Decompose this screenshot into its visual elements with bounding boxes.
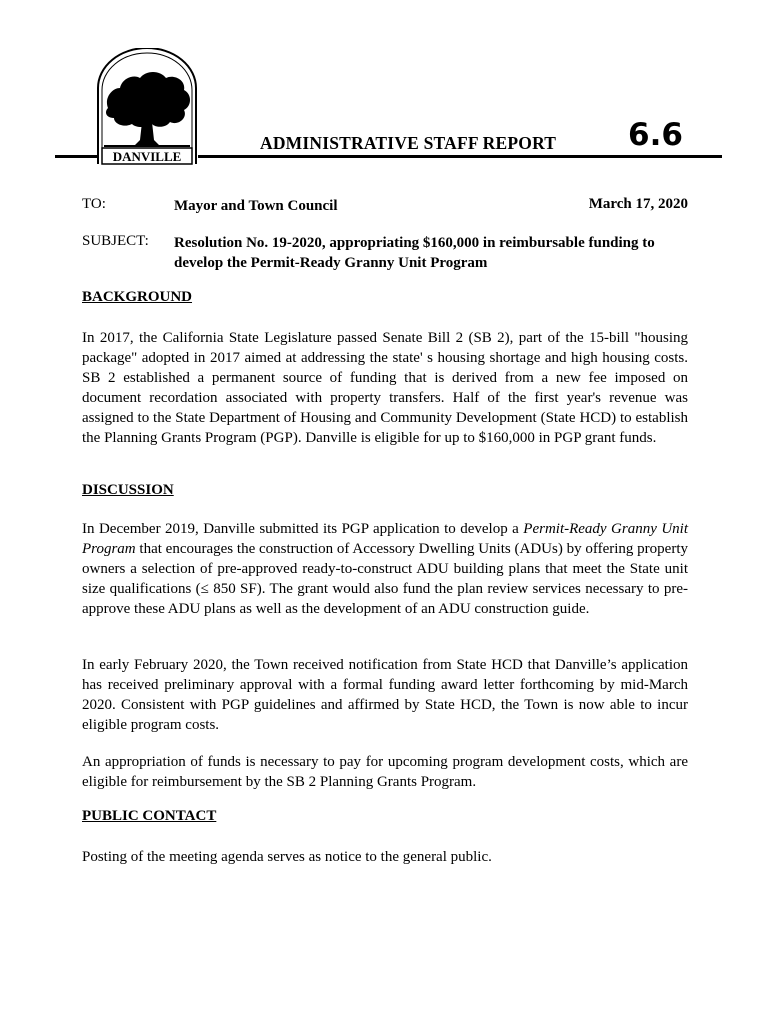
discussion-p1-before: In December 2019, Danville submitted its PGP application to develop a	[82, 521, 524, 537]
memo-to-row	[82, 196, 688, 216]
to-value: Mayor and Town Council	[174, 198, 338, 214]
header-rule-left	[55, 155, 97, 158]
agenda-item-number: 6.6	[628, 117, 683, 153]
report-title: ADMINISTRATIVE STAFF REPORT	[260, 133, 557, 153]
report-date: March 17, 2020	[588, 196, 688, 212]
discussion-paragraph-2: In early February 2020, the Town received notification from State HCD that Danville’s application has received preliminary approval with a formal funding award letter forthcoming by mid-March 2020. Consistent with PGP guidelines and affirmed by State HCD, the Town is now able to incur eligible program costs.	[82, 657, 688, 733]
public-contact-heading: PUBLIC CONTACT	[82, 808, 217, 824]
discussion-p1-after: that encourages the construction of Accessory Dwelling Units (ADUs) by offering property owners a selection of pre-approved ready-to-construct ADU building plans that meet the State unit size qualifications (≤ 850 SF). The grant would also fund the plan review services necessary to pre-approve these ADU plans as well as the development of an ADU construction guide.	[82, 541, 688, 617]
program-name-italic: Permit-Ready Granny Unit Program	[82, 521, 688, 557]
subject-value: Resolution No. 19-2020, appropriating $160,000 in reimbursable funding to develop the Permit-Ready Granny Unit Program	[174, 235, 655, 271]
discussion-paragraph-3: An appropriation of funds is necessary to pay for upcoming program development costs, which are eligible for reimbursement by the SB 2 Planning Grants Program.	[82, 754, 688, 790]
background-heading: BACKGROUND	[82, 289, 193, 305]
danville-logo	[96, 48, 198, 166]
discussion-paragraph-1	[82, 519, 688, 619]
header-rule-right	[198, 155, 722, 158]
discussion-heading: DISCUSSION	[82, 482, 174, 498]
public-contact-paragraph: Posting of the meeting agenda serves as notice to the general public.	[82, 849, 492, 865]
memo-subject-row	[82, 233, 688, 273]
svg-text:DANVILLE: DANVILLE	[112, 149, 182, 164]
background-paragraph: In 2017, the California State Legislature passed Senate Bill 2 (SB 2), part of the 15-bill "housing package" adopted in 2017 aimed at addressing the state' s housing shortage and high housing costs. SB 2 established a permanent source of funding that is derived from a new fee imposed on document recordation associated with property transfers. Half of the first year's revenue was assigned to the State Department of Housing and Community Development (State HCD) to establish the Planning Grants Program (PGP). Danville is eligible for up to $160,000 in PGP grant funds.	[82, 330, 688, 446]
subject-label: SUBJECT:	[82, 233, 149, 249]
to-label: TO:	[82, 196, 106, 212]
